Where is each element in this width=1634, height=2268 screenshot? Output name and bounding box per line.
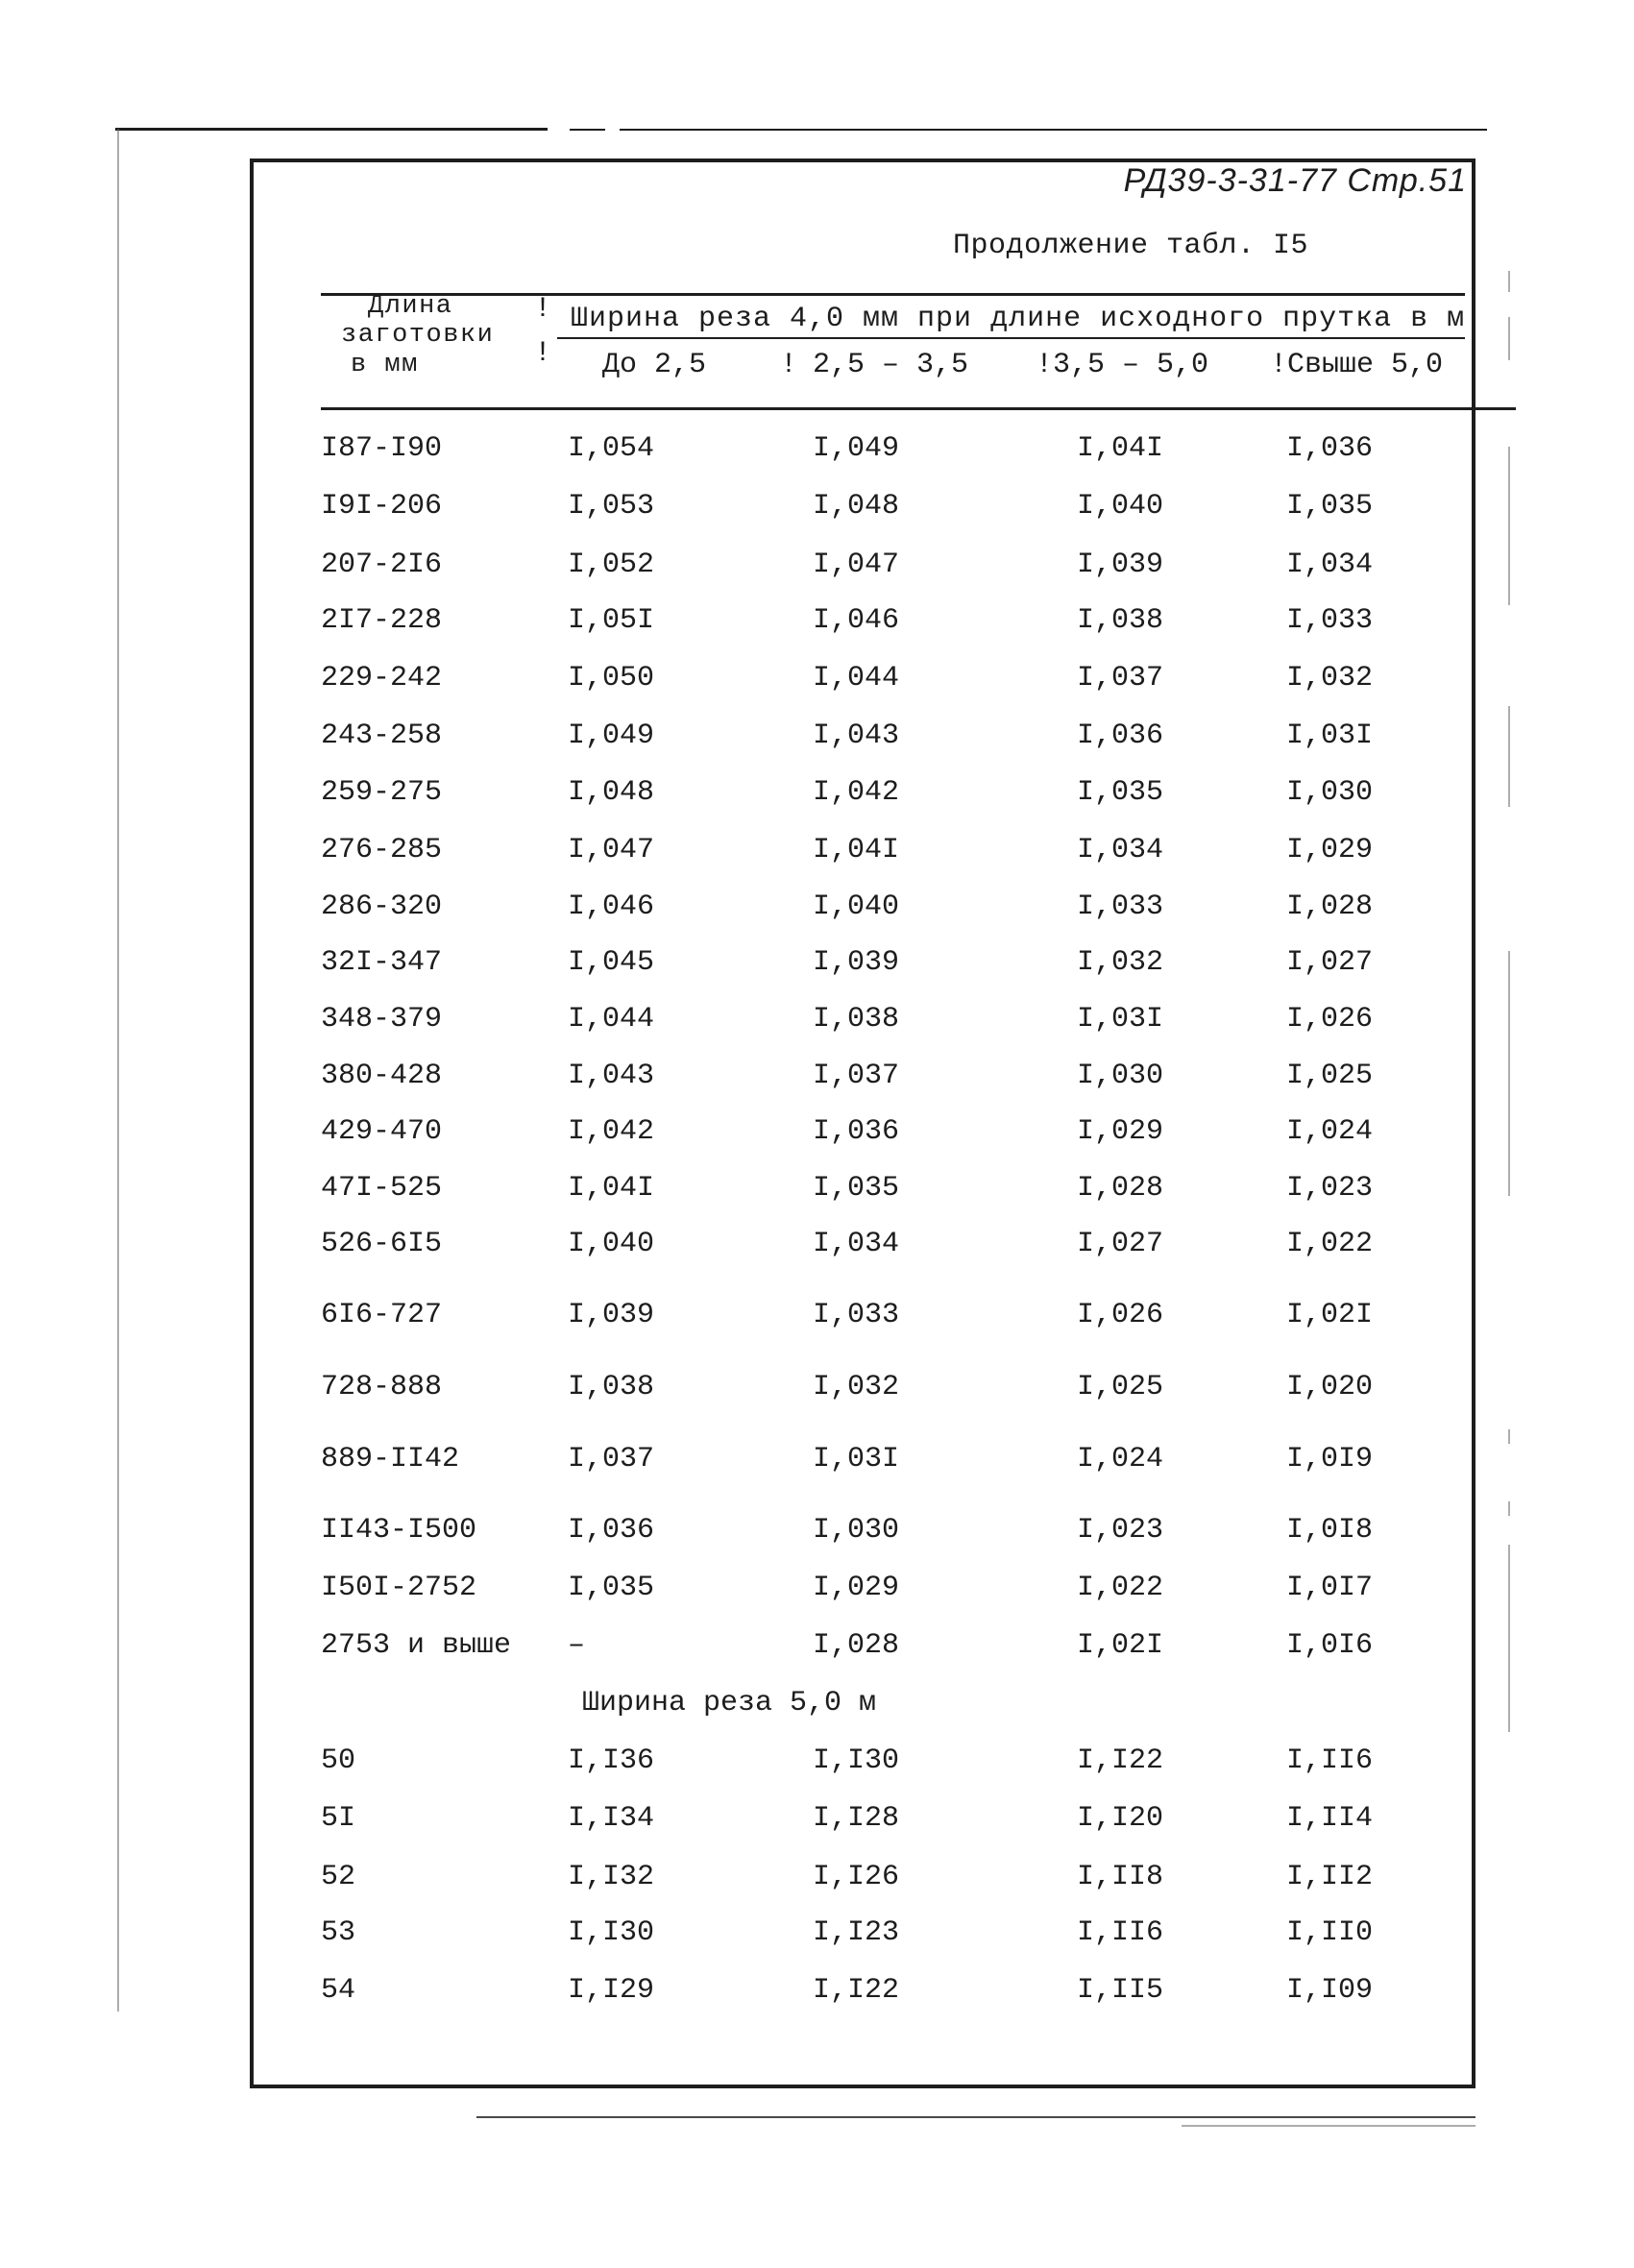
table-row xyxy=(0,661,1634,695)
value-3-5-to-5-0: I,026 xyxy=(1077,1299,1164,1331)
row-label-blank-length: 207-2I6 xyxy=(321,549,443,581)
value-over-5-0: I,033 xyxy=(1286,604,1374,637)
column-separator: ! xyxy=(534,293,552,326)
value-2-5-to-3-5: I,032 xyxy=(813,1371,900,1403)
column-separator: ! xyxy=(1270,349,1288,381)
table-row xyxy=(0,1370,1634,1404)
value-upto-2-5: I,04I xyxy=(568,1172,655,1205)
col-header-line-length: Длина xyxy=(368,292,453,321)
col-header-line-blank: заготовки xyxy=(341,321,495,350)
value-3-5-to-5-0: I,032 xyxy=(1077,946,1164,979)
table-row xyxy=(0,1002,1634,1036)
value-2-5-to-3-5: I,042 xyxy=(813,776,900,809)
value-over-5-0: I,036 xyxy=(1286,432,1374,465)
value-2-5-to-3-5: I,04I xyxy=(813,834,900,866)
value-2-5-to-3-5: I,040 xyxy=(813,890,900,923)
value-2-5-to-3-5: I,046 xyxy=(813,604,900,637)
row-label-blank-length: 32I-347 xyxy=(321,946,443,979)
sub-header-over-5-0: Свыше 5,0 xyxy=(1287,349,1444,381)
value-3-5-to-5-0: I,033 xyxy=(1077,890,1164,923)
value-upto-2-5: I,036 xyxy=(568,1514,655,1547)
value-3-5-to-5-0: I,II6 xyxy=(1077,1916,1164,1949)
value-upto-2-5: I,05I xyxy=(568,604,655,637)
table-row xyxy=(0,1628,1634,1663)
row-label-blank-length: 259-275 xyxy=(321,776,443,809)
value-upto-2-5: I,I34 xyxy=(568,1802,655,1835)
value-2-5-to-3-5: I,036 xyxy=(813,1115,900,1148)
section-title-cut-width-5: Ширина реза 5,0 м xyxy=(582,1687,877,1719)
value-over-5-0: I,II6 xyxy=(1286,1744,1374,1777)
value-upto-2-5: I,047 xyxy=(568,834,655,866)
value-upto-2-5: I,043 xyxy=(568,1060,655,1092)
row-label-blank-length: 54 xyxy=(321,1974,356,2007)
value-upto-2-5: I,049 xyxy=(568,719,655,752)
value-3-5-to-5-0: I,034 xyxy=(1077,834,1164,866)
row-label-blank-length: I9I-206 xyxy=(321,490,443,523)
row-label-blank-length: 229-242 xyxy=(321,662,443,695)
value-3-5-to-5-0: I,030 xyxy=(1077,1060,1164,1092)
value-3-5-to-5-0: I,I22 xyxy=(1077,1744,1164,1777)
value-over-5-0: I,030 xyxy=(1286,776,1374,809)
value-2-5-to-3-5: I,I30 xyxy=(813,1744,900,1777)
table-row xyxy=(0,1801,1634,1836)
row-label-blank-length: I87-I90 xyxy=(321,432,443,465)
row-label-blank-length: 526-6I5 xyxy=(321,1228,443,1260)
value-2-5-to-3-5: I,043 xyxy=(813,719,900,752)
column-separator: ! xyxy=(534,337,552,370)
value-upto-2-5: I,I36 xyxy=(568,1744,655,1777)
table-row xyxy=(0,719,1634,753)
value-2-5-to-3-5: I,028 xyxy=(813,1629,900,1662)
value-3-5-to-5-0: I,029 xyxy=(1077,1115,1164,1148)
value-upto-2-5: I,042 xyxy=(568,1115,655,1148)
value-2-5-to-3-5: I,034 xyxy=(813,1228,900,1260)
row-label-blank-length: 47I-525 xyxy=(321,1172,443,1205)
value-2-5-to-3-5: I,I23 xyxy=(813,1916,900,1949)
value-3-5-to-5-0: I,037 xyxy=(1077,662,1164,695)
value-3-5-to-5-0: I,II8 xyxy=(1077,1861,1164,1893)
table-row xyxy=(0,1298,1634,1332)
value-over-5-0: I,032 xyxy=(1286,662,1374,695)
table-row xyxy=(0,489,1634,524)
row-label-blank-length: 286-320 xyxy=(321,890,443,923)
value-upto-2-5: I,039 xyxy=(568,1299,655,1331)
table-row xyxy=(0,1860,1634,1894)
value-3-5-to-5-0: I,I20 xyxy=(1077,1802,1164,1835)
bottom-rule-segment xyxy=(1182,2125,1475,2127)
table-row xyxy=(0,548,1634,582)
value-upto-2-5: I,045 xyxy=(568,946,655,979)
bottom-rule xyxy=(476,2116,1475,2118)
table-row xyxy=(0,1513,1634,1548)
value-2-5-to-3-5: I,029 xyxy=(813,1572,900,1604)
col-header-line-unit: в мм xyxy=(351,351,419,379)
table-row xyxy=(0,1915,1634,1950)
value-upto-2-5: I,050 xyxy=(568,662,655,695)
value-over-5-0: I,026 xyxy=(1286,1003,1374,1036)
value-over-5-0: I,I09 xyxy=(1286,1974,1374,2007)
value-upto-2-5: I,048 xyxy=(568,776,655,809)
row-label-blank-length: 728-888 xyxy=(321,1371,443,1403)
value-2-5-to-3-5: I,I22 xyxy=(813,1974,900,2007)
value-over-5-0: I,II2 xyxy=(1286,1861,1374,1893)
value-3-5-to-5-0: I,04I xyxy=(1077,432,1164,465)
value-over-5-0: I,025 xyxy=(1286,1060,1374,1092)
value-3-5-to-5-0: I,024 xyxy=(1077,1443,1164,1475)
value-upto-2-5: I,046 xyxy=(568,890,655,923)
value-2-5-to-3-5: I,038 xyxy=(813,1003,900,1036)
value-over-5-0: I,020 xyxy=(1286,1371,1374,1403)
row-label-blank-length: 889-II42 xyxy=(321,1443,460,1475)
row-label-blank-length: 429-470 xyxy=(321,1115,443,1148)
value-2-5-to-3-5: I,I28 xyxy=(813,1802,900,1835)
row-label-blank-length: 243-258 xyxy=(321,719,443,752)
row-label-blank-length: 6I6-727 xyxy=(321,1299,443,1331)
value-over-5-0: I,024 xyxy=(1286,1115,1374,1148)
row-label-blank-length: 52 xyxy=(321,1861,356,1893)
value-3-5-to-5-0: I,035 xyxy=(1077,776,1164,809)
value-2-5-to-3-5: I,048 xyxy=(813,490,900,523)
value-3-5-to-5-0: I,023 xyxy=(1077,1514,1164,1547)
value-2-5-to-3-5: I,047 xyxy=(813,549,900,581)
value-3-5-to-5-0: I,II5 xyxy=(1077,1974,1164,2007)
value-over-5-0: I,0I7 xyxy=(1286,1572,1374,1604)
table-row xyxy=(0,1059,1634,1093)
value-upto-2-5: I,I30 xyxy=(568,1916,655,1949)
value-upto-2-5: I,I32 xyxy=(568,1861,655,1893)
value-3-5-to-5-0: I,038 xyxy=(1077,604,1164,637)
value-3-5-to-5-0: I,040 xyxy=(1077,490,1164,523)
row-label-blank-length: 53 xyxy=(321,1916,356,1949)
value-2-5-to-3-5: I,039 xyxy=(813,946,900,979)
value-3-5-to-5-0: I,022 xyxy=(1077,1572,1164,1604)
row-label-blank-length: 50 xyxy=(321,1744,356,1777)
value-2-5-to-3-5: I,049 xyxy=(813,432,900,465)
value-3-5-to-5-0: I,03I xyxy=(1077,1003,1164,1036)
table-row xyxy=(0,1571,1634,1605)
table-row xyxy=(0,833,1634,867)
table-row xyxy=(0,1171,1634,1206)
value-2-5-to-3-5: I,03I xyxy=(813,1443,900,1475)
value-upto-2-5: – xyxy=(568,1629,586,1662)
table-row xyxy=(0,1227,1634,1261)
value-over-5-0: I,II4 xyxy=(1286,1802,1374,1835)
value-upto-2-5: I,I29 xyxy=(568,1974,655,2007)
table-row xyxy=(0,1973,1634,2008)
row-label-blank-length: II43-I500 xyxy=(321,1514,477,1547)
value-3-5-to-5-0: I,025 xyxy=(1077,1371,1164,1403)
row-label-blank-length: 380-428 xyxy=(321,1060,443,1092)
value-2-5-to-3-5: I,037 xyxy=(813,1060,900,1092)
value-over-5-0: I,II0 xyxy=(1286,1916,1374,1949)
sub-header-upto-2-5: До 2,5 xyxy=(602,349,707,381)
value-over-5-0: I,0I9 xyxy=(1286,1443,1374,1475)
sub-header-2-5-to-3-5: 2,5 – 3,5 xyxy=(813,349,969,381)
value-upto-2-5: I,037 xyxy=(568,1443,655,1475)
value-upto-2-5: I,053 xyxy=(568,490,655,523)
row-label-blank-length: 348-379 xyxy=(321,1003,443,1036)
value-upto-2-5: I,038 xyxy=(568,1371,655,1403)
row-label-blank-length: I50I-2752 xyxy=(321,1572,477,1604)
table-row xyxy=(0,431,1634,466)
table-row xyxy=(0,603,1634,638)
value-over-5-0: I,022 xyxy=(1286,1228,1374,1260)
row-label-blank-length: 2I7-228 xyxy=(321,604,443,637)
value-3-5-to-5-0: I,02I xyxy=(1077,1629,1164,1662)
table-row xyxy=(0,890,1634,924)
value-3-5-to-5-0: I,036 xyxy=(1077,719,1164,752)
table-row xyxy=(0,775,1634,810)
value-2-5-to-3-5: I,030 xyxy=(813,1514,900,1547)
value-2-5-to-3-5: I,033 xyxy=(813,1299,900,1331)
row-label-blank-length: 5I xyxy=(321,1802,356,1835)
value-over-5-0: I,02I xyxy=(1286,1299,1374,1331)
value-over-5-0: I,03I xyxy=(1286,719,1374,752)
value-3-5-to-5-0: I,028 xyxy=(1077,1172,1164,1205)
value-over-5-0: I,027 xyxy=(1286,946,1374,979)
value-upto-2-5: I,040 xyxy=(568,1228,655,1260)
table-row xyxy=(0,1442,1634,1476)
column-separator: ! xyxy=(1036,349,1054,381)
value-upto-2-5: I,035 xyxy=(568,1572,655,1604)
value-3-5-to-5-0: I,027 xyxy=(1077,1228,1164,1260)
table-row xyxy=(0,945,1634,980)
row-label-blank-length: 2753 и выше xyxy=(321,1629,512,1662)
value-over-5-0: I,023 xyxy=(1286,1172,1374,1205)
value-over-5-0: I,035 xyxy=(1286,490,1374,523)
value-upto-2-5: I,052 xyxy=(568,549,655,581)
value-over-5-0: I,028 xyxy=(1286,890,1374,923)
value-upto-2-5: I,054 xyxy=(568,432,655,465)
value-upto-2-5: I,044 xyxy=(568,1003,655,1036)
span-header-cut-width: Ширина реза 4,0 мм при длине исходного прутка в м xyxy=(571,303,1466,335)
sub-header-3-5-to-5-0: 3,5 – 5,0 xyxy=(1053,349,1209,381)
value-over-5-0: I,029 xyxy=(1286,834,1374,866)
document-stamp: РД39-3-31-77 Стр.51 xyxy=(1123,162,1467,199)
column-separator: ! xyxy=(780,349,798,381)
value-over-5-0: I,0I8 xyxy=(1286,1514,1374,1547)
value-2-5-to-3-5: I,035 xyxy=(813,1172,900,1205)
continuation-caption: Продолжение табл. I5 xyxy=(953,230,1309,262)
value-2-5-to-3-5: I,I26 xyxy=(813,1861,900,1893)
value-over-5-0: I,034 xyxy=(1286,549,1374,581)
row-label-blank-length: 276-285 xyxy=(321,834,443,866)
table-row xyxy=(0,1114,1634,1149)
table-row xyxy=(0,1744,1634,1778)
value-2-5-to-3-5: I,044 xyxy=(813,662,900,695)
value-3-5-to-5-0: I,039 xyxy=(1077,549,1164,581)
value-over-5-0: I,0I6 xyxy=(1286,1629,1374,1662)
